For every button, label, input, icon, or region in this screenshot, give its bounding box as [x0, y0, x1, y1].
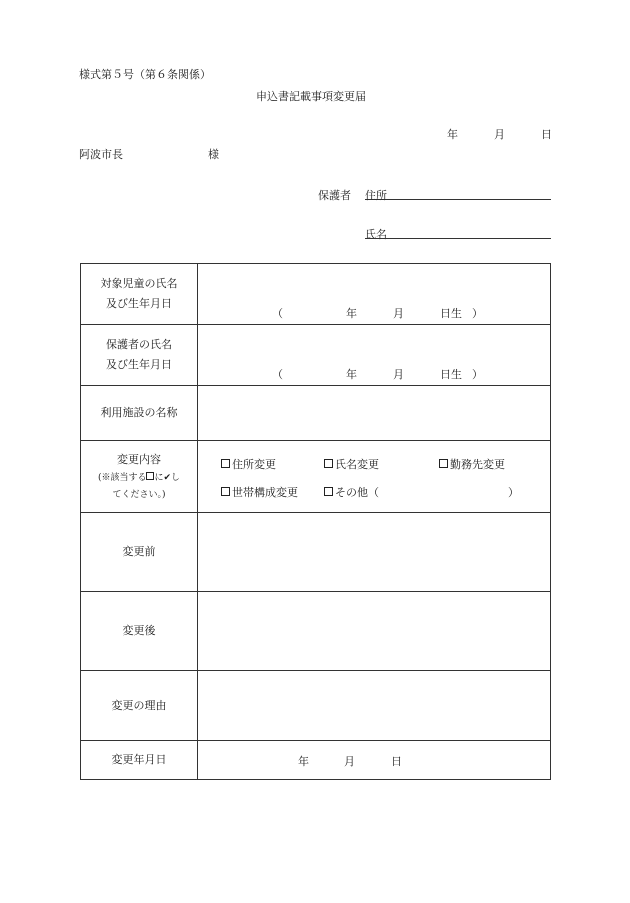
- row-facility: [81, 386, 551, 441]
- date-month-label: 月: [494, 128, 505, 141]
- checkbox-icon[interactable]: [221, 459, 230, 468]
- guardian-label: 保護者: [318, 189, 351, 202]
- change-note-line2: てください。): [112, 489, 166, 500]
- name-label: 氏名: [365, 228, 387, 241]
- dob-year: 年: [346, 307, 357, 320]
- name-underline[interactable]: [365, 238, 551, 239]
- row-change-date: [81, 741, 551, 780]
- option-workplace[interactable]: 勤務先変更: [439, 456, 505, 472]
- change-label: 変更内容: [117, 452, 161, 466]
- after-input-cell[interactable]: [198, 592, 551, 671]
- option-household[interactable]: 世帯構成変更: [221, 484, 298, 500]
- row-guardian: [81, 325, 551, 386]
- change-date-label-cell: 変更年月日: [81, 741, 198, 780]
- guardian-label-line2: 及び生年月日: [106, 358, 172, 371]
- row-before: [81, 513, 551, 592]
- dob-open: （: [272, 368, 283, 381]
- child-label-line1: 対象児童の氏名: [100, 277, 178, 290]
- guardian-input-cell[interactable]: [198, 325, 551, 386]
- change-date-year: 年: [298, 755, 309, 768]
- before-label-cell: 変更前: [81, 513, 198, 592]
- form-table: [80, 263, 551, 780]
- checkbox-icon[interactable]: [324, 487, 333, 496]
- checkbox-icon[interactable]: [324, 459, 333, 468]
- change-date-day: 日: [391, 755, 402, 768]
- reason-label-cell: 変更の理由: [81, 671, 198, 741]
- change-label-cell: [81, 441, 198, 513]
- dob-year: 年: [346, 368, 357, 381]
- dob-day: 日生: [440, 307, 462, 320]
- child-input-cell[interactable]: [198, 264, 551, 325]
- change-date-input-cell[interactable]: [198, 741, 551, 780]
- form-title: 申込書記載事項変更届: [256, 90, 366, 103]
- row-child: [81, 264, 551, 325]
- guardian-label-line1: 保護者の氏名: [106, 338, 172, 351]
- before-input-cell[interactable]: [198, 513, 551, 592]
- facility-label-cell: 利用施設の名称: [81, 386, 198, 441]
- address-underline[interactable]: [365, 199, 551, 200]
- option-address[interactable]: 住所変更: [221, 456, 276, 472]
- change-note-line1: (※該当する に✔し: [97, 472, 181, 483]
- option-other[interactable]: その他（: [324, 484, 379, 500]
- dob-close: ）: [472, 368, 483, 381]
- option-name[interactable]: 氏名変更: [324, 456, 379, 472]
- dob-close: ）: [472, 307, 483, 320]
- option-other-close: ）: [508, 486, 519, 499]
- row-reason: [81, 671, 551, 741]
- row-after: [81, 592, 551, 671]
- form-number: 様式第５号（第６条関係）: [79, 68, 211, 81]
- checkbox-icon[interactable]: [439, 459, 448, 468]
- child-label-cell: [81, 264, 198, 325]
- facility-input-cell[interactable]: [198, 386, 551, 441]
- after-label-cell: 変更後: [81, 592, 198, 671]
- date-day-label: 日: [541, 128, 552, 141]
- address-label: 住所: [365, 189, 387, 202]
- guardian-label-cell: [81, 325, 198, 386]
- child-label-line2: 及び生年月日: [106, 297, 172, 310]
- row-change: [81, 441, 551, 513]
- honorific: 様: [208, 148, 219, 161]
- dob-day: 日生: [440, 368, 462, 381]
- dob-month: 月: [393, 307, 404, 320]
- dob-month: 月: [393, 368, 404, 381]
- checkbox-icon[interactable]: [221, 487, 230, 496]
- dob-open: （: [272, 307, 283, 320]
- addressee: 阿波市長: [79, 148, 123, 161]
- date-year-label: 年: [447, 128, 458, 141]
- change-date-month: 月: [344, 755, 355, 768]
- reason-input-cell[interactable]: [198, 671, 551, 741]
- change-options-cell: [198, 441, 551, 513]
